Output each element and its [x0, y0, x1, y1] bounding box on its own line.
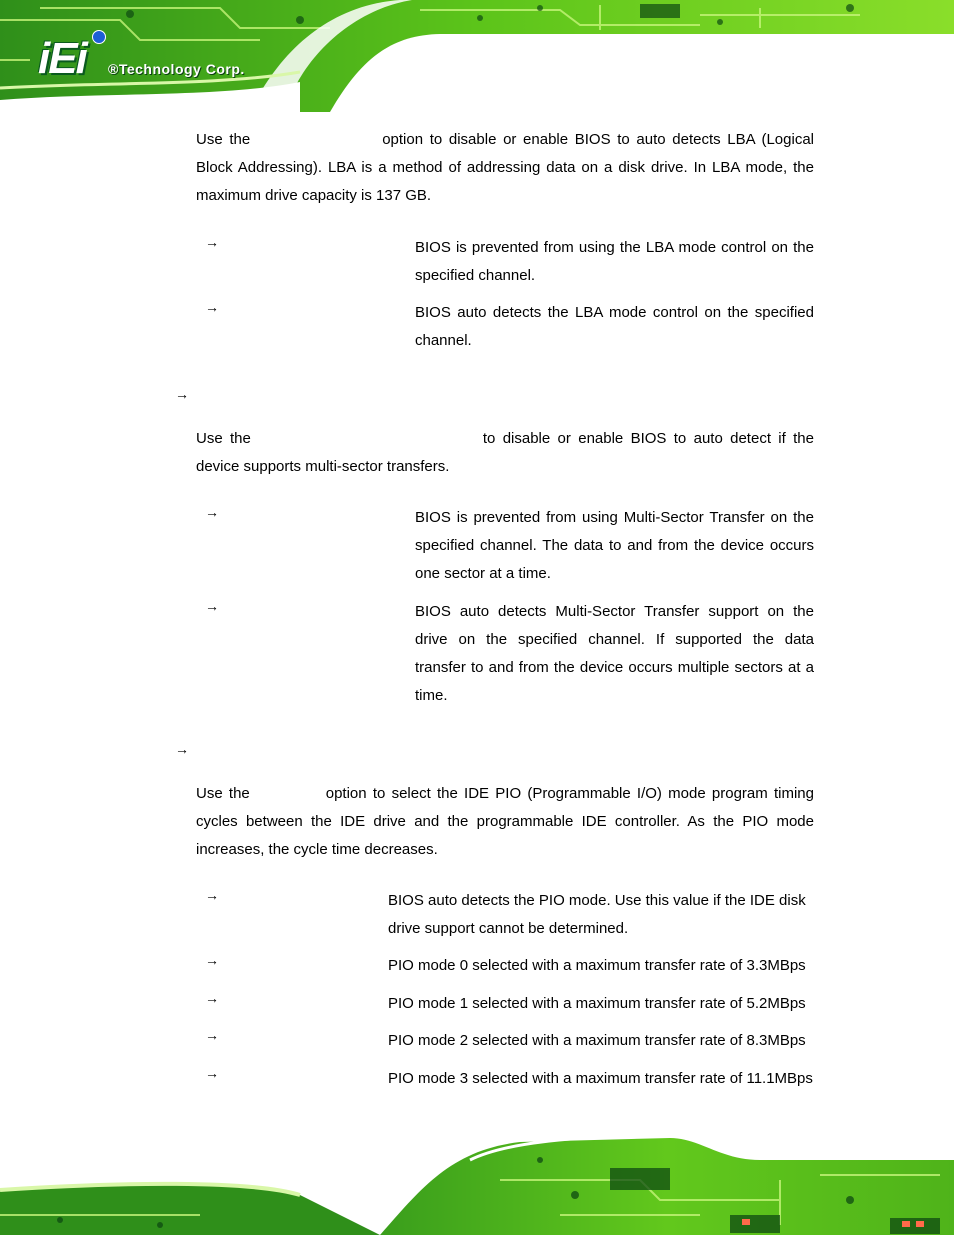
- multisector-intro-paragraph: [196, 425, 814, 481]
- pio-option-mode0-desc: PIO mode 0 selected with a maximum transfer rate of 3.3MBps: [388, 957, 806, 974]
- lba-option-auto-desc: BIOS auto detects the LBA mode control on the specified channel.: [415, 304, 814, 349]
- lba-intro-prefix: Use the: [196, 131, 251, 148]
- multisector-intro-prefix: Use the: [196, 430, 251, 447]
- pio-option-mode1-desc: PIO mode 1 selected with a maximum transfer rate of 5.2MBps: [388, 995, 806, 1012]
- multisector-option-auto-desc: BIOS auto detects Multi-Sector Transfer support on the drive on the specified channel. If supported the data transfer to and from the device occurs multiple sectors at a time.: [415, 603, 814, 704]
- lba-option-disabled-desc: BIOS is prevented from using the LBA mode control on the specified channel.: [415, 239, 814, 284]
- multisector-option-disabled-desc: BIOS is prevented from using Multi-Sector Transfer on the specified channel. The data to and from the device occurs one sector at a time.: [415, 509, 814, 582]
- arrow-icon: →: [205, 990, 219, 1006]
- arrow-icon: →: [205, 1065, 219, 1081]
- page-header-banner: [0, 0, 954, 112]
- pio-option-mode3-desc: PIO mode 3 selected with a maximum transfer rate of 11.1MBps: [388, 1070, 813, 1087]
- arrow-icon: →: [205, 504, 219, 520]
- arrow-icon: →: [205, 299, 219, 315]
- section-arrow-icon: →: [175, 386, 189, 402]
- page-footer-banner: [0, 1120, 954, 1235]
- section-arrow-icon: →: [175, 741, 189, 757]
- arrow-icon: →: [205, 598, 219, 614]
- arrow-icon: →: [205, 234, 219, 250]
- pio-option-auto-desc: BIOS auto detects the PIO mode. Use this value if the IDE disk drive support cannot be determined.: [388, 892, 806, 937]
- pio-intro-paragraph: [196, 780, 814, 864]
- logo-dot-icon: [92, 30, 106, 44]
- lba-intro-text: option to disable or enable BIOS to auto detects LBA (Logical Block Addressing). LBA is a method of addressing data on a disk drive. In LBA mode, the maximum drive capacity is 137 GB.: [196, 131, 814, 204]
- arrow-icon: →: [205, 887, 219, 903]
- arrow-icon: →: [205, 952, 219, 968]
- pio-intro-prefix: Use the: [196, 785, 250, 802]
- lba-intro-paragraph: [196, 126, 814, 210]
- multisector-intro-text: to disable or enable BIOS to auto detect if the device supports multi-sector transfers.: [196, 430, 814, 475]
- company-logo: [38, 30, 298, 90]
- arrow-icon: →: [205, 1027, 219, 1043]
- circuit-board-footer-graphic: [0, 1120, 954, 1235]
- pio-intro-text: option to select the IDE PIO (Programmable I/O) mode program timing cycles between the IDE drive and the programmable IDE controller. As the PIO mode increases, the cycle time decreases.: [196, 785, 814, 858]
- logo-mark: iEi: [38, 34, 86, 83]
- pio-option-mode2-desc: PIO mode 2 selected with a maximum transfer rate of 8.3MBps: [388, 1032, 806, 1049]
- company-name: ®Technology Corp.: [108, 61, 245, 77]
